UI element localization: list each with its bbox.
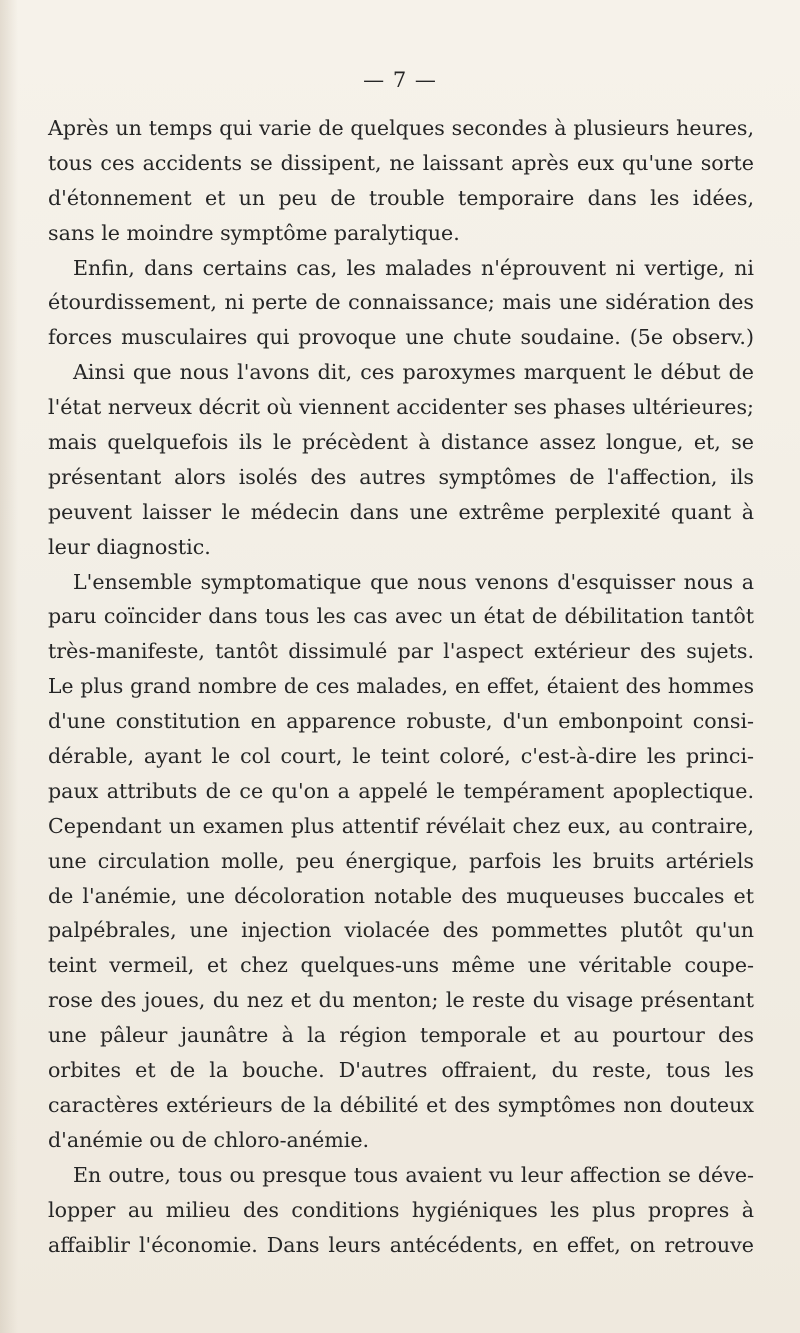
- text-line: leur diagnostic.: [48, 534, 211, 559]
- text-line: une pâleur jaunâtre à la région temporale et au pourtour des: [48, 1023, 754, 1048]
- text-line: paux attributs de ce qu'on a appelé le tempérament apoplectique.: [48, 778, 754, 803]
- page-number: — 7 —: [363, 68, 437, 92]
- text-line: Ainsi que nous l'avons dit, ces paroxymes marquent le début de: [73, 360, 754, 385]
- text-line: Après un temps qui varie de quelques secondes à plusieurs heures,: [48, 116, 754, 140]
- text-line: mais quelquefois ils le précèdent à distance assez longue, et, se: [48, 430, 754, 455]
- text-line: Enfin, dans certains cas, les malades n'éprouvent ni vertige, ni: [73, 255, 754, 280]
- text-line: paru coïncider dans tous les cas avec un état de débilitation tantôt: [48, 604, 754, 629]
- text-line: présentant alors isolés des autres symptômes de l'affection, ils: [48, 464, 754, 489]
- text-line: En outre, tous ou presque tous avaient vu leur affection se déve-: [73, 1162, 754, 1187]
- text-line: orbites et de la bouche. D'autres offraient, du reste, tous les: [48, 1058, 754, 1083]
- text-line: sans le moindre symptôme paralytique.: [48, 220, 460, 245]
- text-line: d'étonnement et un peu de trouble temporaire dans les idées,: [48, 185, 754, 210]
- text-line: rose des joues, du nez et du menton; le reste du visage présentant: [48, 988, 754, 1013]
- text-line: affaiblir l'économie. Dans leurs antécédents, en effet, on retrouve: [48, 1232, 754, 1257]
- text-line: tous ces accidents se dissipent, ne laissant après eux qu'une sorte: [48, 150, 754, 175]
- text-line: dérable, ayant le col court, le teint coloré, c'est-à-dire les princi-: [48, 744, 754, 769]
- text-line: palpébrales, une injection violacée des pommettes plutôt qu'un: [48, 918, 754, 943]
- text-line: d'anémie ou de chloro-anémie.: [48, 1127, 370, 1152]
- text-line: d'une constitution en apparence robuste, d'un embonpoint consi-: [48, 709, 754, 734]
- text-line: Le plus grand nombre de ces malades, en effet, étaient des hommes: [48, 674, 754, 699]
- text-line: forces musculaires qui provoque une chute soudaine. (5e observ.): [48, 325, 754, 350]
- text-line: l'état nerveux décrit où viennent accidenter ses phases ultérieures;: [48, 395, 754, 420]
- body-text: [48, 111, 754, 1262]
- text-line: étourdissement, ni perte de connaissance; mais une sidération des: [48, 290, 754, 315]
- text-line: de l'anémie, une décoloration notable des muqueuses buccales et: [48, 883, 754, 908]
- text-line: caractères extérieurs de la débilité et des symptômes non douteux: [48, 1092, 754, 1117]
- text-line: teint vermeil, et chez quelques-uns même une véritable coupe-: [48, 953, 754, 978]
- text-line: très-manifeste, tantôt dissimulé par l'aspect extérieur des sujets.: [48, 639, 754, 664]
- text-line: peuvent laisser le médecin dans une extrême perplexité quant à: [48, 499, 754, 524]
- text-line: une circulation molle, peu énergique, parfois les bruits artériels: [48, 848, 754, 873]
- text-line: lopper au milieu des conditions hygiéniques les plus propres à: [48, 1197, 754, 1222]
- text-line: L'ensemble symptomatique que nous venons d'esquisser nous a: [73, 569, 754, 594]
- text-line: Cependant un examen plus attentif révélait chez eux, au contraire,: [48, 813, 754, 838]
